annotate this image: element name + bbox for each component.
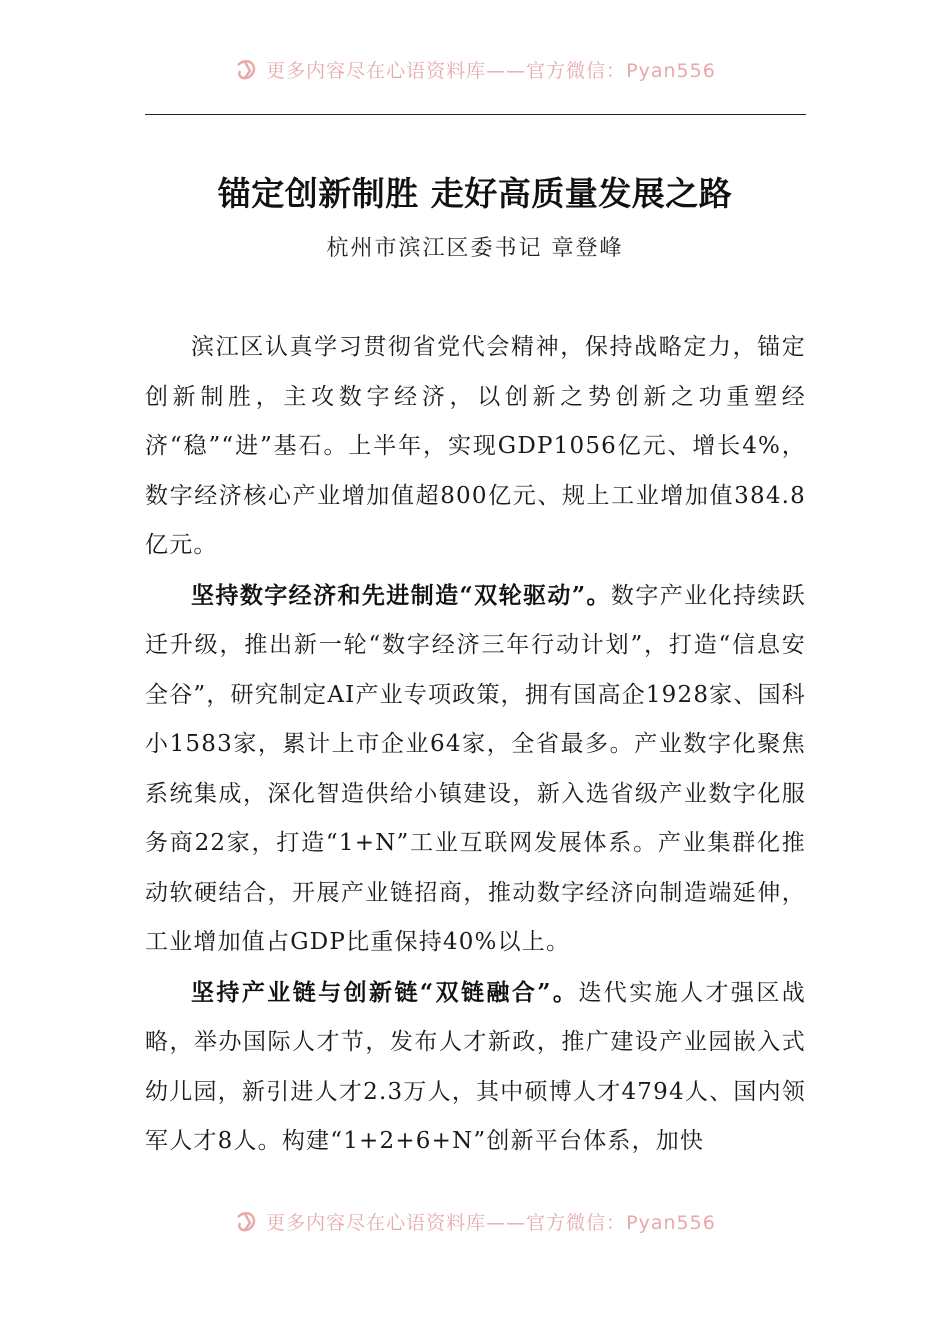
- header-rule: [145, 114, 806, 115]
- watermark-logo-icon: [234, 1209, 260, 1235]
- document-title: 锚定创新制胜 走好高质量发展之路: [217, 174, 733, 213]
- watermark-text: 更多内容尽在心语资料库——官方微信：Pyan556: [266, 1212, 716, 1234]
- paragraph-text: 迭代实施人才强区战略，举办国际人才节，发布人才新政，推广建设产业园嵌入式幼儿园，新引进人才2.3万人，其中硕博人才4794人、国内领军人才8人。构建“1+2+6+N”创新平台体系，加快: [145, 979, 806, 1154]
- paragraph: [145, 571, 806, 968]
- watermark-bottom: [0, 1208, 950, 1235]
- paragraph-lead: 坚持产业链与创新链“双链融合”。: [191, 978, 579, 1006]
- watermark-top: [0, 56, 950, 83]
- paragraph: [145, 968, 806, 1167]
- paragraph-text: 滨江区认真学习贯彻省党代会精神，保持战略定力，锚定创新制胜，主攻数字经济，以创新之势创新之功重塑经济“稳”“进”基石。上半年，实现GDP1056亿元、增长4%，数字经济核心产业增加值超800亿元、规上工业增加值384.8亿元。: [145, 334, 806, 558]
- document-body: [145, 322, 806, 1167]
- watermark-text: 更多内容尽在心语资料库——官方微信：Pyan556: [266, 60, 716, 82]
- paragraph-text: 数字产业化持续跃迁升级，推出新一轮“数字经济三年行动计划”，打造“信息安全谷”，研究制定AI产业专项政策，拥有国高企1928家、国科小1583家，累计上市企业64家，全省最多。产业数字化聚焦系统集成，深化智造供给小镇建设，新入选省级产业数字化服务商22家，打造“1+N”工业互联网发展体系。产业集群化推动软硬结合，开展产业链招商，推动数字经济向制造端延伸，工业增加值占GDP比重保持40%以上。: [145, 582, 806, 955]
- watermark-logo-icon: [234, 57, 260, 83]
- document-byline: 杭州市滨江区委书记 章登峰: [326, 236, 624, 261]
- paragraph-lead: 坚持数字经济和先进制造“双轮驱动”。: [191, 581, 611, 609]
- paragraph: [145, 322, 806, 571]
